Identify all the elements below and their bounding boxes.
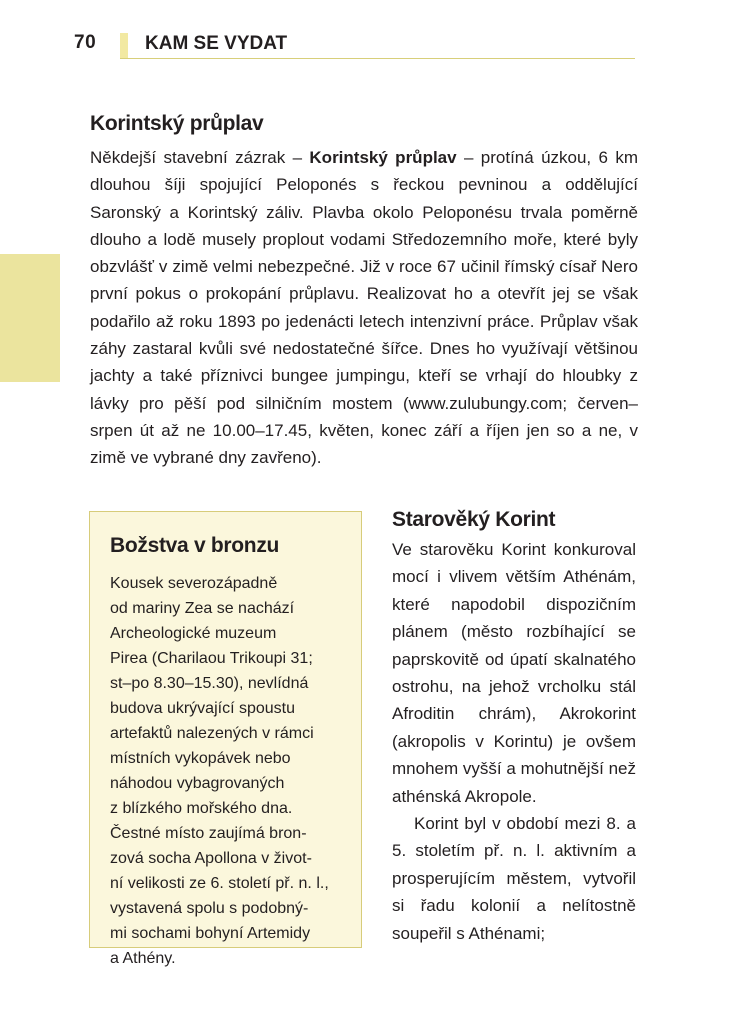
header-rule	[120, 58, 635, 59]
header-accent-bar	[120, 33, 128, 59]
ancient-corinth-paragraph-2: Korint byl v období mezi 8. a 5. stoletím př. n. l. aktivním a prosperujícím městem, vytvořil si řadu kolonií a nelítostně soupeřil s Athénami;	[392, 814, 636, 943]
box-text-line: z blízkého mořského dna.	[110, 800, 293, 817]
box-text-line: budova ukrývající spoustu	[110, 700, 295, 717]
box-text-line: st–po 8.30–15.30), nevlídná	[110, 675, 309, 692]
box-title: Božstva v bronzu	[110, 534, 280, 557]
page-number: 70	[74, 32, 97, 53]
box-text-line: mi sochami bohyní Artemidy	[110, 925, 311, 942]
box-text-line: ní velikosti ze 6. století př. n. l.,	[110, 875, 329, 892]
paragraph-body: – protíná úzkou, 6 km dlouhou šíji spojující Peloponés s řeckou pevninou a oddělující Saronský a Korintský záliv. Plavba okolo Peloponésu trvala poměrně dlouho a lodě musely proplout vodami Středozemního moře, které byly obzvlášť v zimě velmi nebezpečné. Již v roce 67 učinil římský císař Nero první pokus o prokopání průplavu. Realizovat ho a otevřít jej se však podařilo až roku 1893 po jedenácti letech intenzivní práce. Průplav však záhy zastaral kvůli své nedostatečné šířce. Dnes ho využívají většinou jachty a také příznivci bungee jumpingu, kteří se vrhají do hloubky z lávky pro pěší pod silničním mostem (www.zulubungy.com; červen–srpen út až ne 10.00–17.45, květen, konec září a říjen jen so a ne, v zimě ve vybrané dny zavřeno).	[90, 148, 639, 468]
box-text-line: Archeologické muzeum	[110, 625, 277, 642]
box-text-line: Čestné místo zaujímá bron-	[110, 825, 307, 842]
box-text-line: náhodou vybagrovaných	[110, 775, 285, 792]
side-thumb-tab	[0, 254, 60, 382]
paragraph-intro: Někdejší stavební zázrak –	[90, 148, 310, 167]
box-text	[110, 571, 342, 971]
box-text-line: od mariny Zea se nachází	[110, 600, 295, 617]
ancient-corinth-text	[392, 536, 636, 947]
paragraph-bold-term: Korintský průplav	[309, 148, 457, 167]
section-heading-corinth-canal: Korintský průplav	[90, 112, 264, 135]
corinth-canal-paragraph	[90, 144, 638, 472]
section-heading-ancient-corinth: Starověký Korint	[392, 508, 556, 531]
box-text-line: artefaktů nalezených v rámci	[110, 725, 314, 742]
running-header-title: KAM SE VYDAT	[145, 33, 288, 54]
box-text-line: Pirea (Charilaou Trikoupi 31;	[110, 650, 313, 667]
box-text-line: místních vykopávek nebo	[110, 750, 291, 767]
box-text-line: vystavená spolu s podobný-	[110, 900, 309, 917]
box-text-line: zová socha Apollona v život-	[110, 850, 312, 867]
box-text-line: a Athény.	[110, 950, 176, 967]
ancient-corinth-paragraph-1: Ve starověku Korint konkuroval mocí i vlivem větším Athénám, které napodobil dispozičním plánem (město rozbíhající se paprskovitě od úpatí skalnatého ostrohu, na jehož vrcholku stál Afroditin chrám), Akrokorint (akropolis v Korintu) je ovšem mnohem vyšší a mohutnější než athénská Akropole.	[392, 540, 636, 806]
box-text-line: Kousek severozápadně	[110, 575, 278, 592]
